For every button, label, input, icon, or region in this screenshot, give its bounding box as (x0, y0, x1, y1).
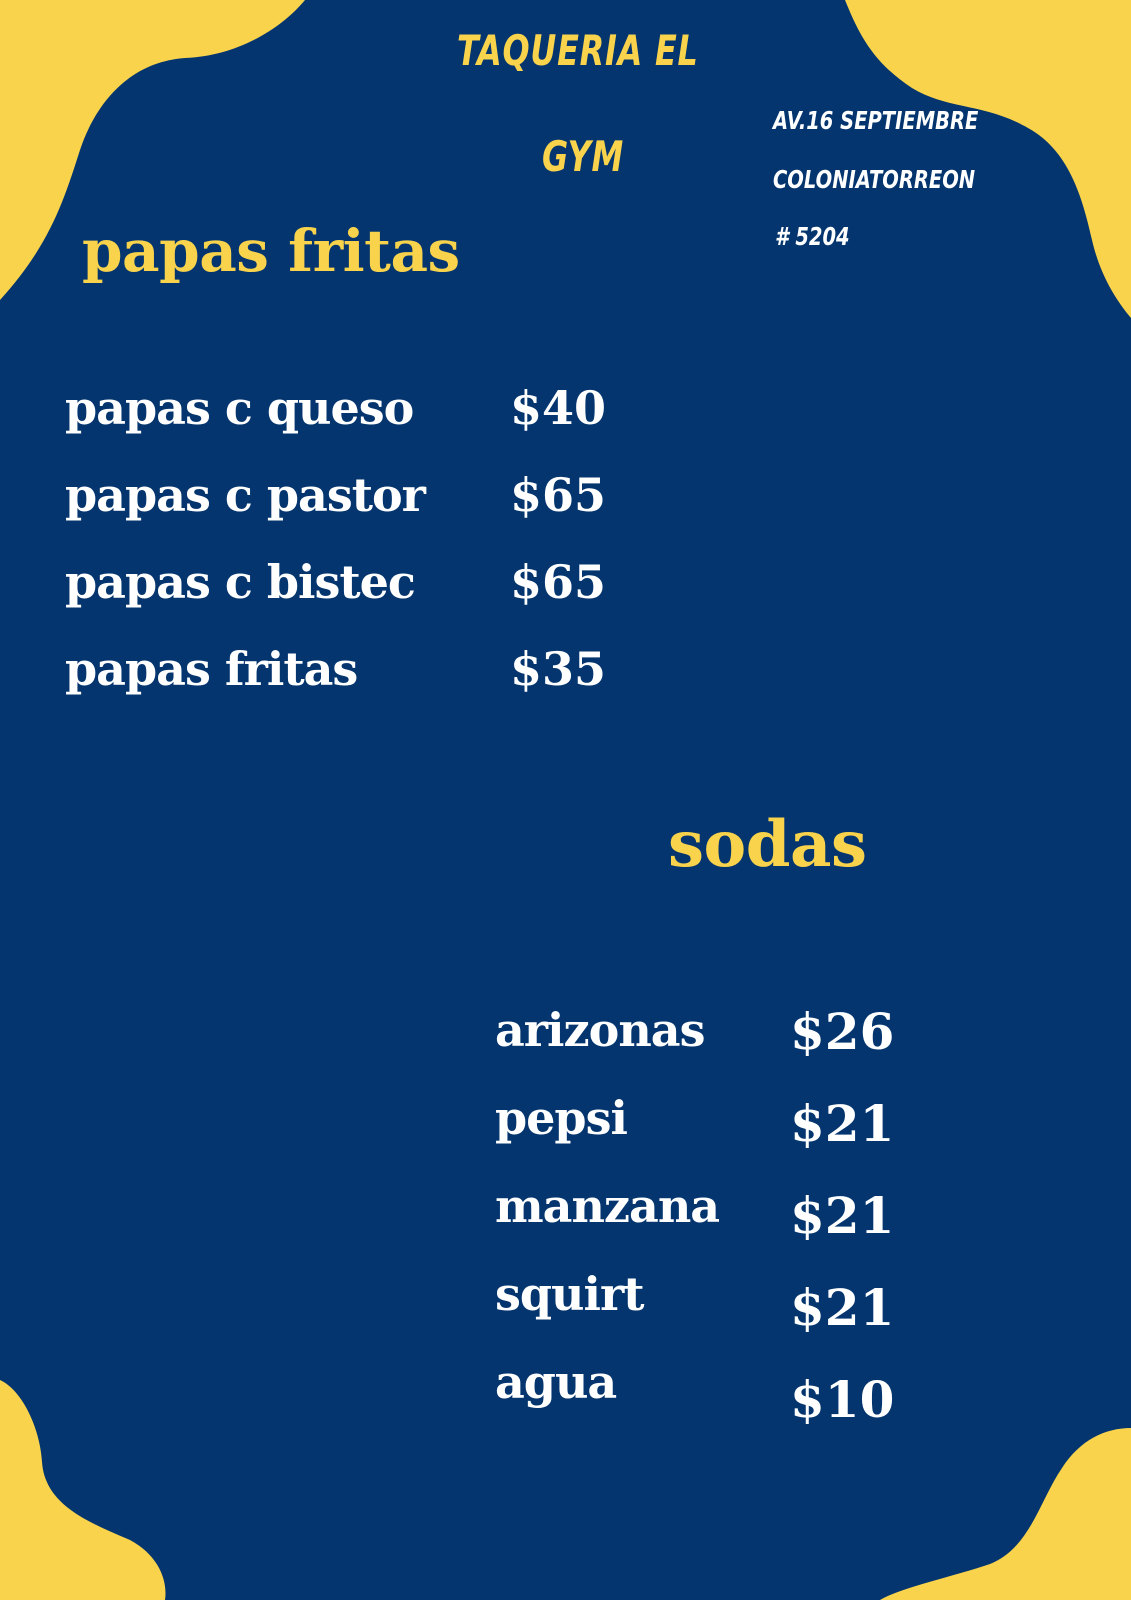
section-title-papas-fritas: papas fritas (82, 217, 460, 285)
menu-item-name: papas c bistec (65, 555, 415, 609)
menu-item-price: $21 (790, 1186, 895, 1245)
address-line-1: AV.16 SEPTIEMBRE (773, 106, 979, 135)
menu-item-name: papas c pastor (65, 468, 425, 522)
menu-item-price: $35 (510, 642, 607, 696)
menu-item-name: arizonas (495, 1003, 705, 1057)
menu-item-name: manzana (495, 1179, 720, 1233)
section-title-sodas: sodas (668, 807, 867, 882)
address-line-3: # 5204 (775, 222, 850, 251)
menu-item-name: agua (495, 1355, 617, 1409)
bottom-right-blob (880, 1428, 1131, 1600)
menu-item-name: papas fritas (65, 642, 358, 696)
menu-item-name: squirt (495, 1267, 644, 1321)
menu-item-price: $10 (790, 1370, 895, 1429)
menu-item-price: $65 (510, 555, 607, 609)
menu-item-name: pepsi (495, 1091, 627, 1145)
menu-item-price: $26 (790, 1002, 895, 1061)
menu-item-price: $21 (790, 1278, 895, 1337)
bottom-left-blob (0, 1380, 166, 1600)
menu-item-price: $65 (510, 468, 607, 522)
top-right-blob (845, 0, 1131, 318)
restaurant-name-line2: GYM (542, 132, 625, 181)
menu-item-name: papas c queso (65, 381, 414, 435)
address-line-2: COLONIATORREON (773, 165, 976, 194)
restaurant-name-line1: TAQUERIA EL (457, 26, 699, 75)
menu-item-price: $21 (790, 1094, 895, 1153)
menu-item-price: $40 (510, 381, 607, 435)
